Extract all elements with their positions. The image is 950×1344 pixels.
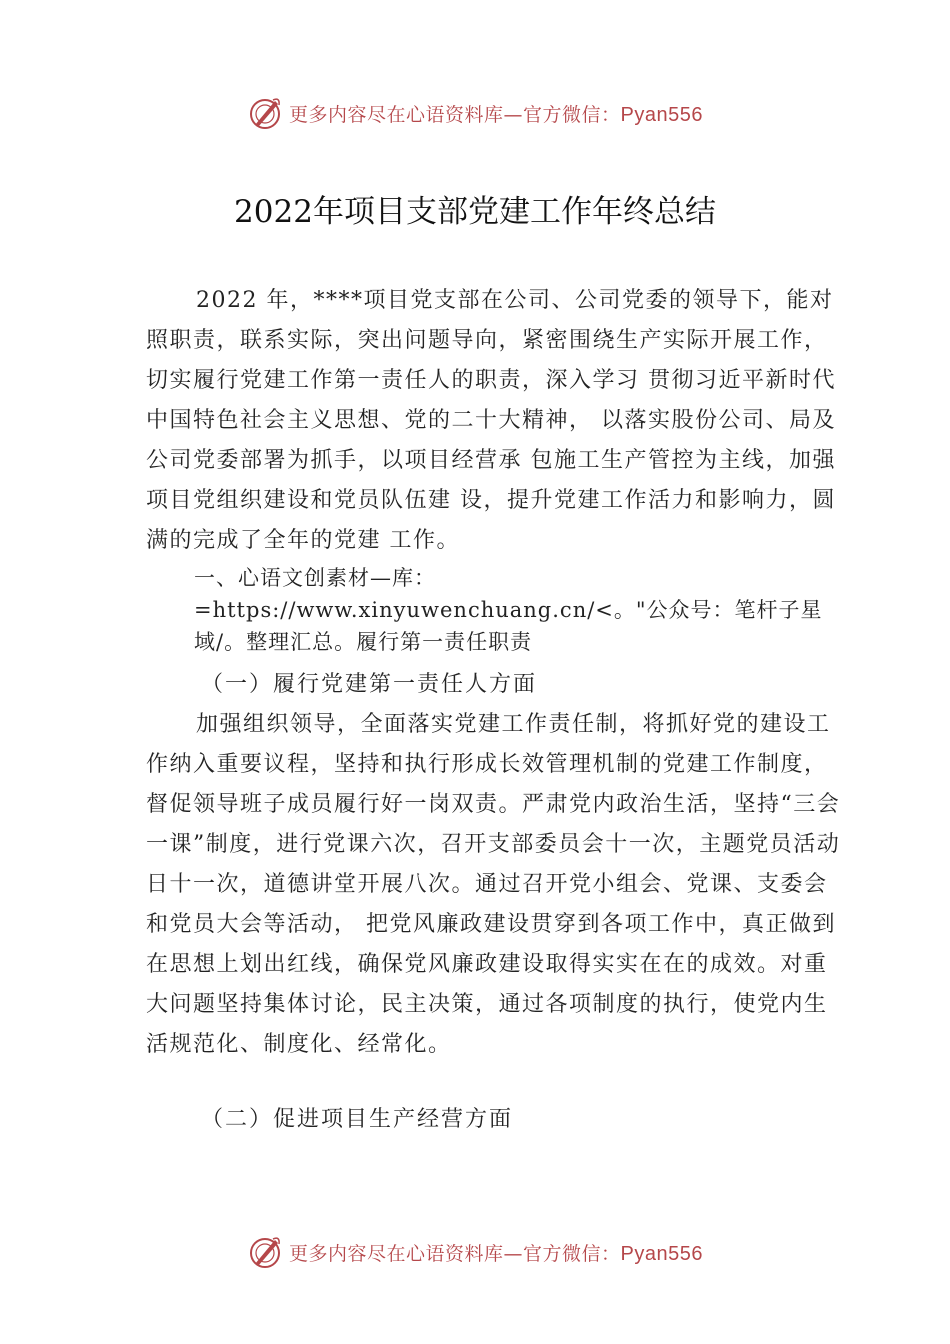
footer-banner: [0, 1232, 950, 1272]
banner-text: [289, 100, 703, 127]
quill-seal-icon: [247, 95, 283, 131]
section-heading-2: （二）促进项目生产经营方面: [201, 1107, 514, 1132]
banner-caption: 更多内容尽在心语资料库—官方微信：: [289, 103, 621, 126]
intro-paragraph: 2022 年，****项目党支部在公司、公司党委的领导下，能对照职责，联系实际，突出问题导向，紧密围绕生产实际开展工作，切实履行党建工作第一责任人的职责，深入学习 贯彻习近平新时代中国特色社会主义思想、党的二十大精神， 以落实股份公司、局及公司党委部署为抓手，以项目经营承 包施工生产管控为主线，加强项目党组织建设和党员队伍建 设，提升党建工作活力和影响力，圆满的完成了全年的党建 工作。: [146, 288, 836, 553]
source-citation: 一、心语文创素材—库：=https://www.xinyuwenchuang.cn/<。"公众号：笔杆子星域/。整理汇总。履行第一责任职责: [194, 566, 823, 654]
wechat-id: Pyan556: [620, 1242, 703, 1265]
wechat-id: Pyan556: [620, 103, 703, 126]
quill-seal-icon: [247, 1234, 283, 1270]
banner-caption: 更多内容尽在心语资料库—官方微信：: [289, 1242, 621, 1265]
document-title: 2022年项目支部党建工作年终总结: [234, 194, 716, 230]
section-1-paragraph: 加强组织领导，全面落实党建工作责任制，将抓好党的建设工作纳入重要议程，坚持和执行形成长效管理机制的党建工作制度，督促领导班子成员履行好一岗双责。严肃党内政治生活，坚持“三会一课”制度，进行党课六次，召开支部委员会十一次，主题党员活动日十一次，道德讲堂开展八次。通过召开党小组会、党课、支委会和党员大会等活动， 把党风廉政建设贯穿到各项工作中，真正做到在思想上划出红线，确保党风廉政建设取得实实在在的成效。对重大问题坚持集体讨论，民主决策，通过各项制度的执行，使党内生活规范化、制度化、经常化。: [146, 712, 841, 1057]
banner-text: [289, 1239, 703, 1266]
header-banner: [0, 93, 950, 133]
section-heading-1: （一）履行党建第一责任人方面: [201, 672, 538, 697]
